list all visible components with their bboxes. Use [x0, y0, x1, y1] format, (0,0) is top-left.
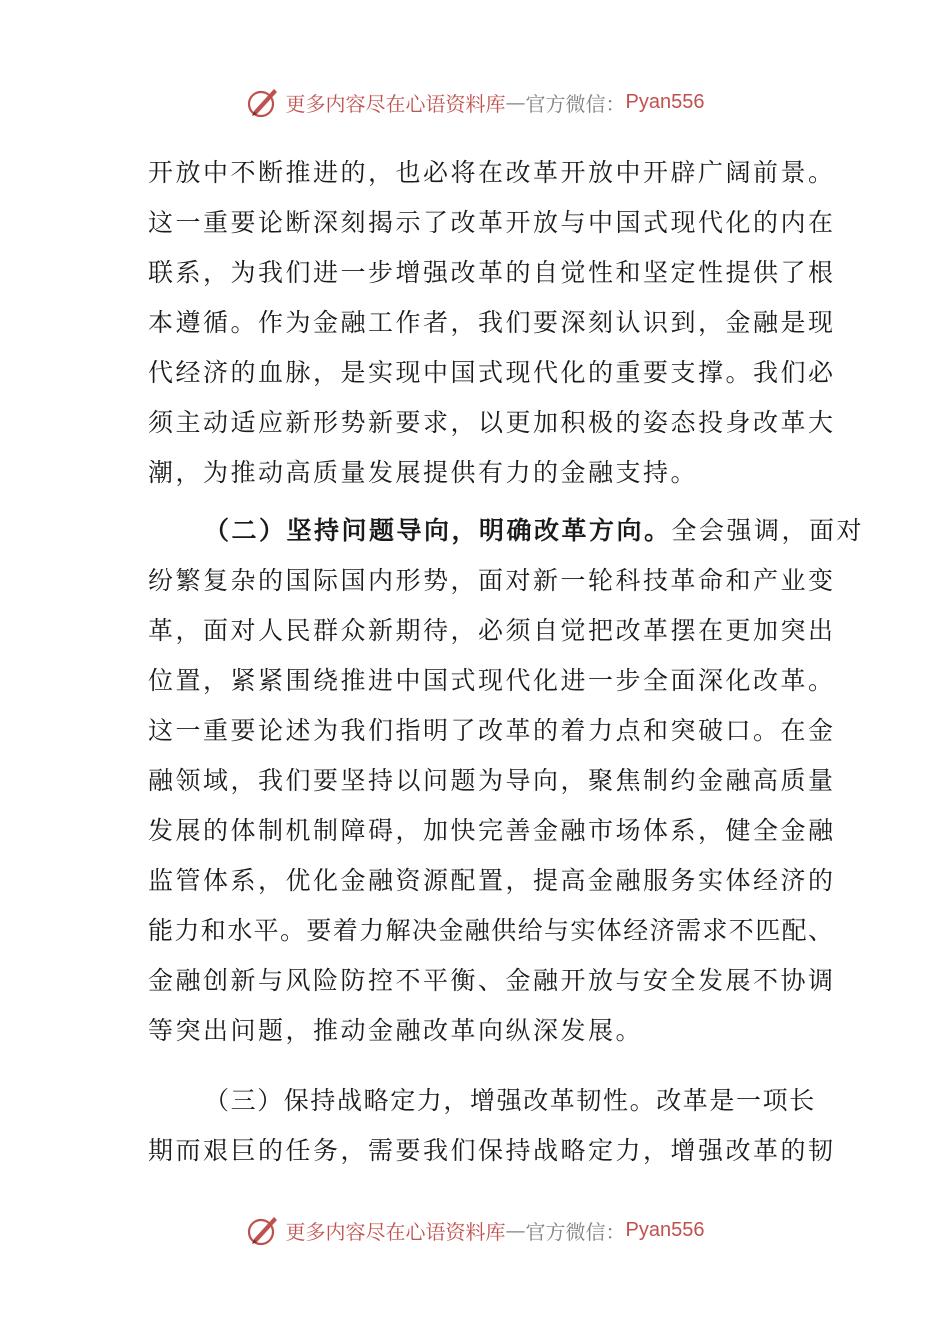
text-span: 全会强调，面对	[671, 516, 865, 545]
footer-dash: —	[505, 1218, 526, 1242]
paragraph-2	[148, 506, 865, 1056]
text-line: 监管体系，优化金融资源配置，提高金融服务实体经济的	[148, 866, 836, 895]
text-line: 融领域，我们要坚持以问题为导向，聚焦制约金融高质量	[148, 766, 836, 795]
text-line: 金融创新与风险防控不平衡、金融开放与安全发展不协调	[148, 966, 836, 995]
text-line: 代经济的血脉，是实现中国式现代化的重要支撑。我们必	[148, 358, 836, 387]
text-line: 革，面对人民群众新期待，必须自觉把改革摆在更加突出	[148, 616, 836, 645]
text-line: 开放中不断推进的，也必将在改革开放中开辟广阔前景。	[148, 158, 836, 187]
header-banner	[0, 82, 950, 122]
text-line: 这一重要论断深刻揭示了改革开放与中国式现代化的内在	[148, 208, 836, 237]
section-heading-2: （二）坚持问题导向，明确改革方向。	[204, 516, 672, 545]
header-wechat-id: Pyan556	[625, 90, 705, 113]
text-line: 纷繁复杂的国际国内形势，面对新一轮科技革命和产业变	[148, 566, 836, 595]
section-heading-3: （三）保持战略定力，增强改革韧性。改革是一项长	[204, 1086, 816, 1115]
footer-banner	[0, 1210, 950, 1250]
header-wechat-label: 官方微信：	[525, 91, 626, 116]
text-line: 联系，为我们进一步增强改革的自觉性和坚定性提供了根	[148, 258, 836, 287]
paragraph-1	[148, 148, 836, 498]
text-line: 发展的体制机制障碍，加快完善金融市场体系，健全金融	[148, 816, 836, 845]
text-line: 能力和水平。要着力解决金融供给与实体经济需求不匹配、	[148, 916, 835, 945]
header-dash: —	[505, 90, 526, 114]
text-line: 位置，紧紧围绕推进中国式现代化进一步全面深化改革。	[148, 666, 836, 695]
text-line: 须主动适应新形势新要求，以更加积极的姿态投身改革大	[148, 408, 836, 437]
pen-logo-icon	[246, 1213, 280, 1247]
text-line: 等突出问题，推动金融改革向纵深发展。	[148, 1016, 644, 1045]
text-line: 潮，为推动高质量发展提供有力的金融支持。	[148, 458, 699, 487]
footer-site-name: 更多内容尽在心语资料库	[285, 1219, 506, 1244]
document-body	[148, 148, 865, 1176]
header-site-name: 更多内容尽在心语资料库	[285, 91, 506, 116]
text-line	[148, 506, 865, 556]
paragraph-3	[148, 1076, 836, 1176]
text-line: 这一重要论述为我们指明了改革的着力点和突破口。在金	[148, 716, 836, 745]
text-line: 期而艰巨的任务，需要我们保持战略定力，增强改革的韧	[148, 1136, 836, 1165]
pen-logo-icon	[246, 85, 280, 119]
text-line: 本遵循。作为金融工作者，我们要深刻认识到，金融是现	[148, 308, 836, 337]
footer-wechat-label: 官方微信：	[525, 1219, 626, 1244]
footer-wechat-id: Pyan556	[625, 1218, 705, 1241]
